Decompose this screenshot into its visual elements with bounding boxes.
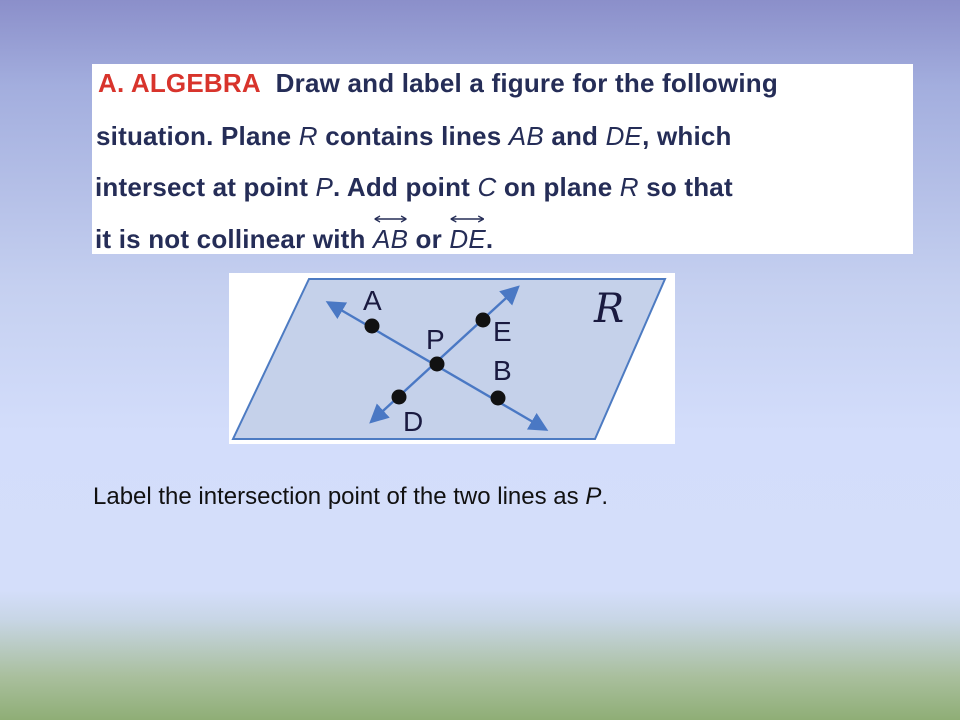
label-a: A [363, 285, 382, 316]
ray-de-name: DE [449, 224, 486, 254]
plane-figure [229, 273, 675, 444]
text-segment: situation. Plane [96, 121, 299, 151]
point-b [491, 391, 506, 406]
plane-diagram [229, 273, 675, 444]
problem-line-4 [95, 224, 913, 255]
caption-end: . [601, 483, 608, 510]
point-c-name: C [477, 172, 497, 202]
caption-text: Label the intersection point of the two lines as [93, 483, 586, 510]
text-segment: intersect at point [95, 172, 316, 202]
caption-var: P [585, 483, 602, 510]
problem-line-3 [95, 172, 913, 203]
problem-line-1-text: Draw and label a figure for the following [275, 68, 778, 98]
text-segment: and [543, 121, 606, 151]
text-segment: . [485, 224, 494, 254]
point-p-name: P [315, 172, 334, 202]
problem-label: A. ALGEBRA [98, 68, 261, 98]
caption [93, 483, 608, 511]
label-plane-r: R [594, 286, 625, 332]
label-d: D [403, 406, 424, 437]
point-a [365, 319, 380, 334]
plane-name: R [619, 172, 639, 202]
point-e [476, 313, 491, 328]
text-segment: on plane [496, 172, 620, 202]
text-segment: contains lines [317, 121, 509, 151]
label-b: B [493, 355, 512, 386]
label-p: P [426, 324, 445, 355]
ray-ab-notation [373, 224, 408, 255]
text-segment: or [408, 224, 450, 254]
problem-line-1 [98, 68, 913, 99]
problem-box [92, 64, 913, 254]
text-segment: so that [638, 172, 733, 202]
line-de-name: DE [605, 121, 643, 151]
ray-ab-name: AB [373, 224, 409, 254]
problem-line-2 [96, 121, 913, 152]
ray-de-notation [449, 224, 486, 255]
point-p [430, 357, 445, 372]
label-e: E [493, 316, 512, 347]
double-arrow-icon [449, 214, 486, 224]
text-segment: , which [642, 121, 732, 151]
point-d [392, 390, 407, 405]
double-arrow-icon [373, 214, 408, 224]
text-segment: . Add point [333, 172, 478, 202]
line-ab-name: AB [508, 121, 544, 151]
plane-name: R [298, 121, 318, 151]
text-segment: it is not collinear with [95, 224, 374, 254]
